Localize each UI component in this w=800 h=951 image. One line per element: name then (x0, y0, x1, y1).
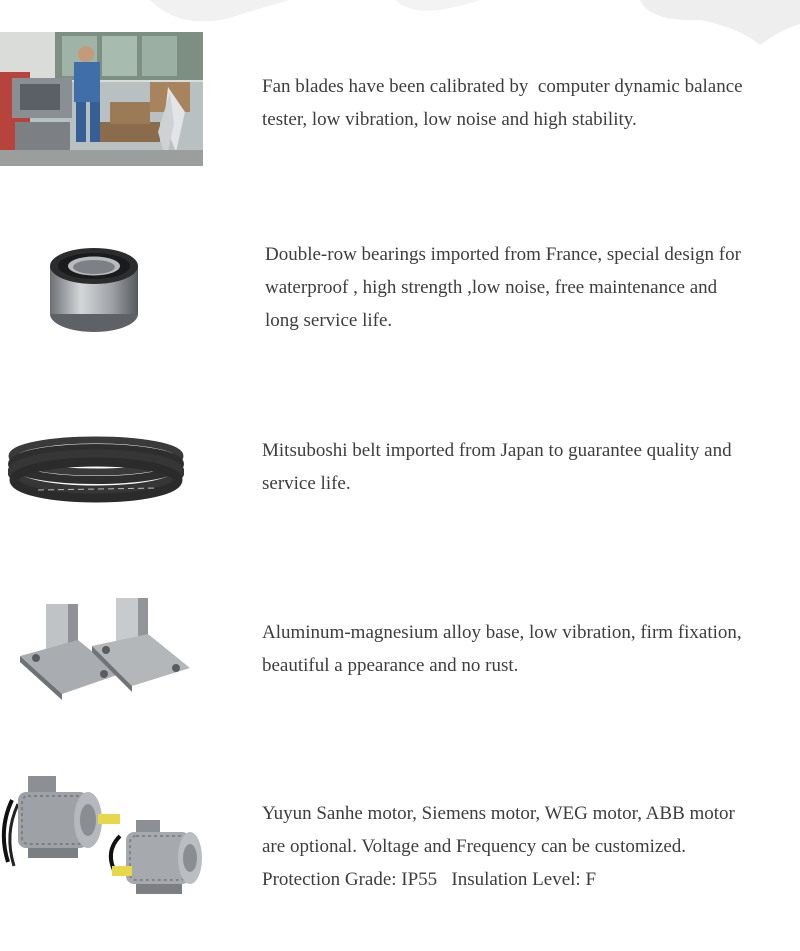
v-belt-photo (8, 430, 184, 508)
description-line: Aluminum-magnesium alloy base, low vibration, firm fixation, (262, 622, 742, 643)
description-line: Yuyun Sanhe motor, Siemens motor, WEG motor, ABB motor (262, 803, 735, 824)
description-line: are optional. Voltage and Frequency can be customized. (262, 836, 687, 857)
description-line: Double-row bearings imported from France, special design for (265, 244, 741, 265)
description-line: long service life. (265, 310, 393, 331)
feature-description (265, 238, 741, 337)
feature-description (262, 797, 735, 896)
description-line: tester, low vibration, low noise and high stability. (262, 109, 637, 130)
feature-description (262, 70, 743, 136)
fan-blade-balancing-workshop-photo (0, 32, 203, 166)
electric-motors-photo (0, 770, 212, 904)
description-line: Protection Grade: IP55 Insulation Level: F (262, 869, 597, 890)
description-line: Mitsuboshi belt imported from Japan to guarantee quality and (262, 440, 732, 461)
feature-description (262, 434, 732, 500)
description-line: beautiful a ppearance and no rust. (262, 655, 519, 676)
feature-description (262, 616, 742, 682)
description-line: service life. (262, 473, 351, 494)
description-line: waterproof , high strength ,low noise, free maintenance and (265, 277, 718, 298)
alloy-base-brackets-photo (18, 596, 194, 700)
description-line: Fan blades have been calibrated by computer dynamic balance (262, 76, 743, 97)
double-row-bearing-photo (48, 244, 140, 336)
